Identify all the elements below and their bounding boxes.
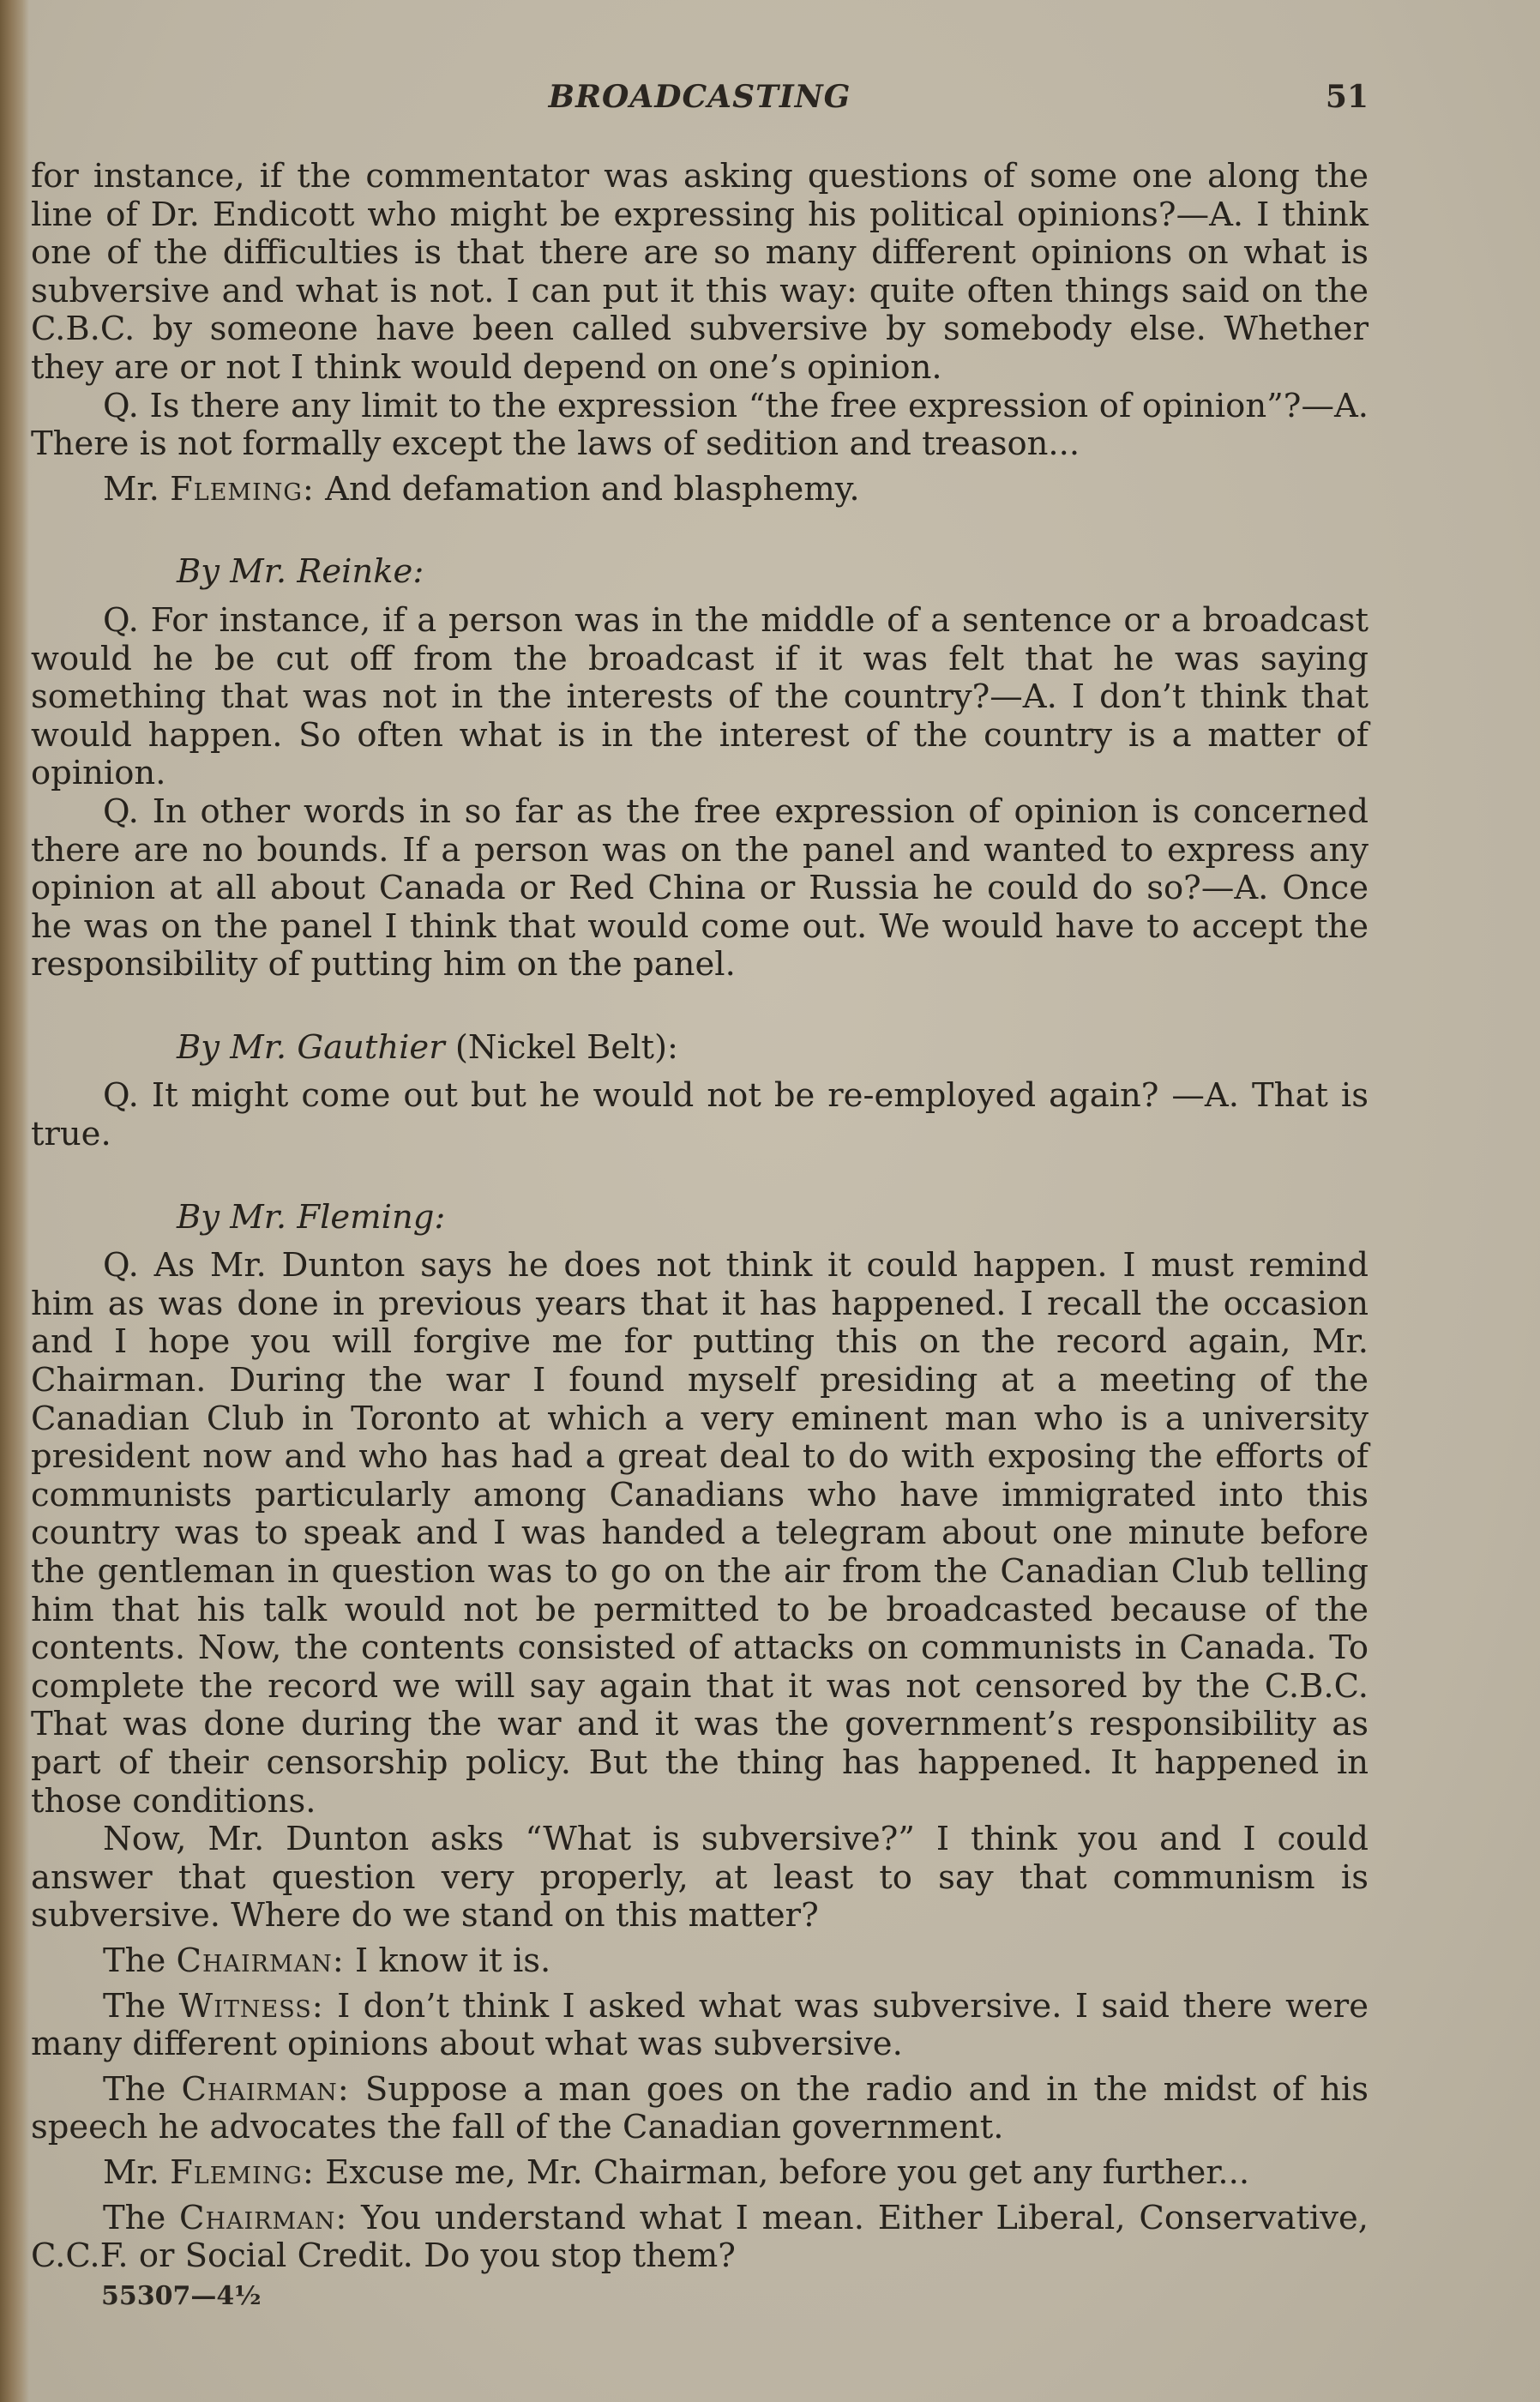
speaker-name: Chairman: (176, 1941, 345, 1980)
printer-signature-mark: 55307—4½ (101, 2281, 262, 2311)
paragraph-continuation: for instance, if the commentator was asking questions of some one along the line of Dr. Endicott who might be expressing his political opinions?—A. I think one of the difficulties is that there are so many different opinions on what is subversive and what is not. I can put it this way: quite often things said on the C.B.C. by someone have been called subversive by somebody else. Whether they are or not I think would depend on one’s opinion. (31, 157, 1369, 387)
speaker-prefix: Mr. (103, 469, 171, 509)
speaker-remark (31, 1942, 1369, 1981)
book-binding-edge (0, 0, 29, 2402)
examiner-riding: (Nickel Belt): (444, 1027, 678, 1067)
examiner-heading (31, 1029, 1369, 1068)
speaker-name: Witness: (178, 1986, 324, 2026)
remark-text: I know it is. (344, 1941, 551, 1980)
running-title: BROADCASTING (548, 79, 851, 115)
question-answer: Q. Is there any limit to the expression “the free expression of opinion”?—A. There is not formally except the laws of sedition and treason... (31, 386, 1369, 464)
remark-text: Excuse me, Mr. Chairman, before you get any further... (314, 2152, 1250, 2192)
question-answer: Q. For instance, if a person was in the middle of a sentence or a broadcast would he be cut off from the broadcast if it was felt that he was saying something that was not in the interests of the country?—A. I don’t think that would happen. So often what is in the interest of the country is a matter of opinion. (31, 600, 1369, 793)
speaker-prefix: The (103, 2069, 182, 2109)
speaker-prefix: The (103, 1986, 179, 2026)
speaker-prefix: The (103, 2198, 180, 2237)
speaker-remark (31, 1988, 1369, 2064)
remark-text: Suppose a man goes on the radio and in the midst of his speech he advocates the fall of the Canadian government. (31, 2069, 1369, 2147)
speaker-remark (31, 2200, 1369, 2276)
speaker-name: Chairman: (181, 2069, 350, 2109)
remark-text: And defamation and blasphemy. (314, 469, 860, 509)
speaker-remark (31, 2071, 1369, 2147)
remark-text: I don’t think I asked what was subversive. I said there were many different opinions about what was subversive. (31, 1986, 1369, 2064)
speaker-prefix: Mr. (103, 2152, 171, 2192)
transcript-body (31, 158, 1369, 2276)
remark-text: You understand what I mean. Either Liberal, Conservative, C.C.F. or Social Credit. Do you stop them? (31, 2198, 1369, 2276)
page-header (31, 79, 1369, 122)
examiner-name: By Mr. Gauthier (177, 1027, 445, 1067)
speaker-remark (31, 2154, 1369, 2193)
speaker-name: Chairman: (179, 2198, 348, 2237)
question-answer: Q. As Mr. Dunton says he does not think it could happen. I must remind him as was done in previous years that it has happened. I recall the occasion and I hope you will forgive me for putting this on the record again, Mr. Chairman. During the war I found myself presiding at a meeting of the Canadian Club in Toronto at which a very eminent man who is a university president now and who has had a great deal to do with exposing the efforts of communists particularly among Canadians who have immigrated into this country was to speak and I was handed a telegram about one minute before the gentleman in question was to go on the air from the Canadian Club telling him that his talk would not be permitted to be broadcasted because of the contents. Now, the contents consisted of attacks on communists in Canada. To complete the record we will say again that it was not censored by the C.B.C. That was done during the war and it was the government’s responsibility as part of their censorship policy. But the thing has happened. It happened in those conditions. (31, 1246, 1369, 1821)
question-answer: Q. It might come out but he would not be re-employed again? —A. That is true. (31, 1076, 1369, 1154)
paragraph: Now, Mr. Dunton asks “What is subversive?” I think you and I could answer that question very properly, at least to say that communism is subversive. Where do we stand on this matter? (31, 1820, 1369, 1935)
question-answer: Q. In other words in so far as the free expression of opinion is concerned there are no bounds. If a person was on the panel and wanted to express any opinion at all about Canada or Red China or Russia he could do so?—A. Once he was on the panel I think that would come out. We would have to accept the responsibility of putting him on the panel. (31, 792, 1369, 984)
speaker-name: Fleming: (170, 469, 315, 509)
examiner-heading: By Mr. Reinke: (177, 552, 424, 592)
speaker-name: Fleming: (170, 2152, 315, 2192)
page-number: 51 (1325, 79, 1369, 115)
examiner-heading: By Mr. Fleming: (177, 1197, 446, 1237)
speaker-prefix: The (103, 1941, 177, 1980)
speaker-remark (31, 471, 1369, 509)
